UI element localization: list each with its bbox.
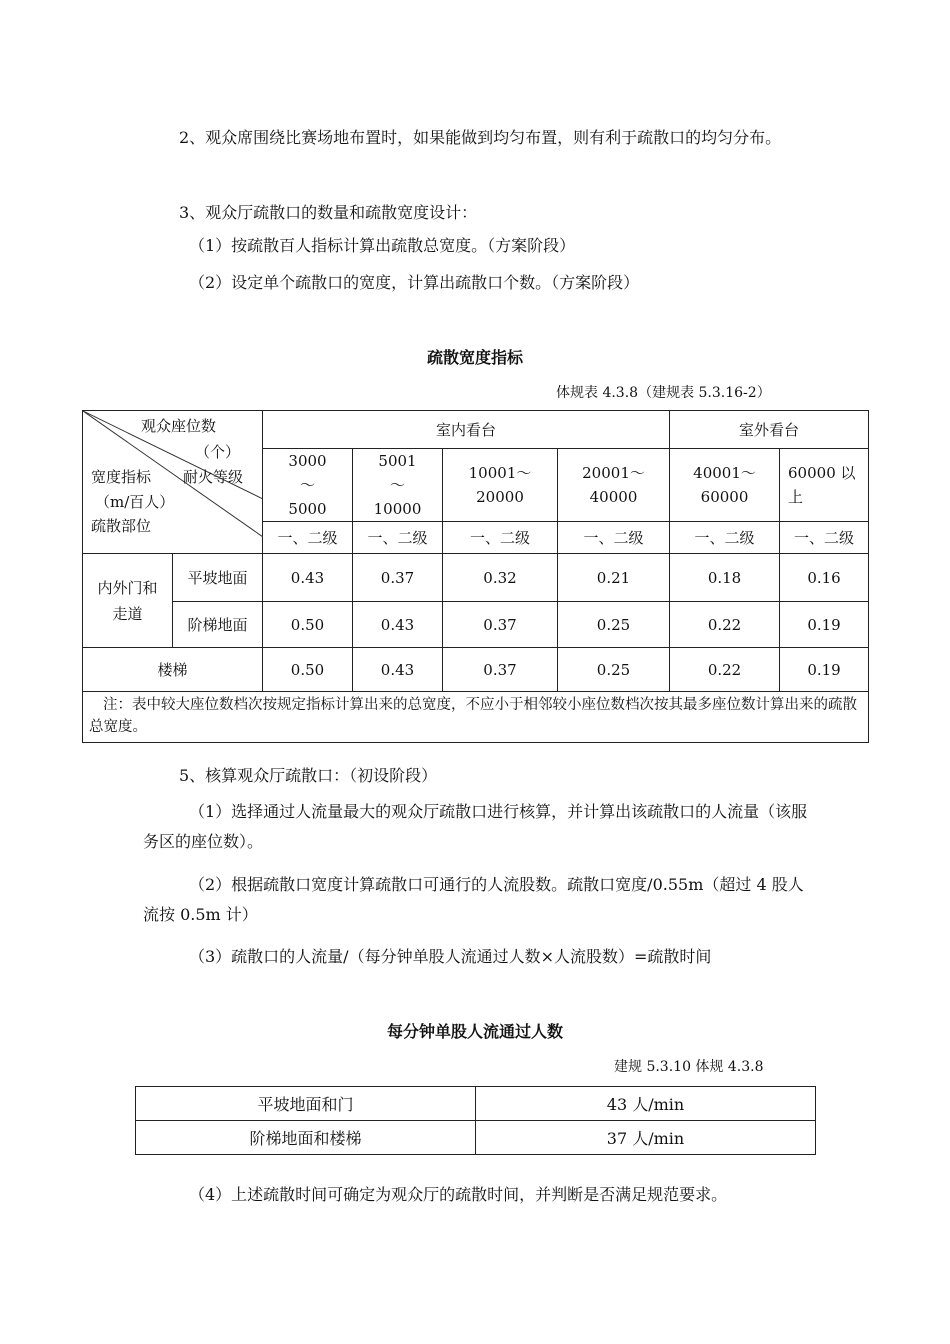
table1-note-text: 注：表中较大座位数档次按规定指标计算出来的总宽度，不应小于相邻较小座位数档次按其最多座位数计算出来的疏散总宽度。 — [89, 697, 857, 735]
range-5001-10000: 5001～10000 — [353, 449, 443, 522]
table1-corner-header — [83, 411, 263, 554]
grade-cell: 一、二级 — [443, 522, 558, 554]
range-60000-plus: 60000 以上 — [780, 449, 869, 522]
table1-title: 疏散宽度指标 — [426, 348, 523, 367]
row-label-flat-and-doors: 平坡地面和门 — [136, 1087, 476, 1121]
range-20001-40000: 20001～40000 — [558, 449, 670, 522]
value-cell: 0.22 — [670, 648, 780, 692]
paragraph-check-step-2: （2）根据疏散口宽度计算疏散口可通行的人流股数。疏散口宽度/0.55m（超过 4 股人流按 0.5m 计） — [143, 875, 804, 924]
range-3000-5000: 3000～5000 — [263, 449, 353, 522]
value-cell: 0.19 — [780, 648, 869, 692]
evacuation-width-table — [82, 410, 869, 743]
corner-fire-level-label: 耐火等级 — [183, 468, 244, 486]
table2-title: 每分钟单股人流通过人数 — [386, 1022, 563, 1041]
row-label-stairs: 楼梯 — [83, 648, 263, 692]
value-cell: 0.22 — [670, 602, 780, 648]
paragraph-seating-layout: 2、观众席围绕比赛场地布置时，如果能做到均匀布置，则有利于疏散口的均匀分布。 — [179, 128, 782, 147]
flow-value: 37 人/min — [476, 1121, 816, 1155]
value-cell: 0.19 — [780, 602, 869, 648]
corner-seats-label: 观众座位数 — [141, 417, 217, 435]
value-cell: 0.32 — [443, 554, 558, 602]
row-label-stepped-and-stairs: 阶梯地面和楼梯 — [136, 1121, 476, 1155]
row-label-stepped-floor: 阶梯地面 — [173, 602, 263, 648]
value-cell: 0.25 — [558, 602, 670, 648]
grade-cell: 一、二级 — [353, 522, 443, 554]
table1-note — [83, 692, 869, 743]
paragraph-check-step-4: （4）上述疏散时间可确定为观众厅的疏散时间，并判断是否满足规范要求。 — [189, 1185, 728, 1204]
value-cell: 0.37 — [353, 554, 443, 602]
value-cell: 0.50 — [263, 648, 353, 692]
paragraph-exit-design: 3、观众厅疏散口的数量和疏散宽度设计： — [179, 203, 478, 222]
grade-cell: 一、二级 — [670, 522, 780, 554]
table1-source: 体规表 4.3.8（建规表 5.3.16-2） — [556, 385, 771, 401]
row-group-doors-corridors: 内外门和走道 — [83, 554, 173, 648]
value-cell: 0.43 — [353, 648, 443, 692]
value-cell: 0.25 — [558, 648, 670, 692]
corner-seats-unit: （个） — [195, 443, 241, 461]
grade-cell: 一、二级 — [780, 522, 869, 554]
corner-location-label: 疏散部位 — [91, 517, 152, 535]
grade-cell: 一、二级 — [558, 522, 670, 554]
paragraph-check-step-3: （3）疏散口的人流量/（每分钟单股人流通过人数×人流股数）=疏散时间 — [189, 947, 712, 966]
table2-source: 建规 5.3.10 体规 4.3.8 — [614, 1059, 764, 1075]
value-cell: 0.43 — [263, 554, 353, 602]
value-cell: 0.37 — [443, 648, 558, 692]
range-10001-20000: 10001～20000 — [443, 449, 558, 522]
value-cell: 0.21 — [558, 554, 670, 602]
flow-rate-table — [135, 1086, 816, 1155]
header-outdoor: 室外看台 — [670, 411, 869, 449]
paragraph-step-2: （2）设定单个疏散口的宽度，计算出疏散口个数。（方案阶段） — [189, 273, 640, 292]
row-label-flat-floor: 平坡地面 — [173, 554, 263, 602]
corner-width-label: 宽度指标 — [91, 468, 152, 486]
paragraph-step-1: （1）按疏散百人指标计算出疏散总宽度。（方案阶段） — [189, 236, 576, 255]
value-cell: 0.16 — [780, 554, 869, 602]
value-cell: 0.50 — [263, 602, 353, 648]
paragraph-check-step-1: （1）选择通过人流量最大的观众厅疏散口进行核算，并计算出该疏散口的人流量（该服务区的座位数）。 — [143, 802, 808, 851]
header-indoor: 室内看台 — [263, 411, 670, 449]
paragraph-check-exits: 5、核算观众厅疏散口：（初设阶段） — [179, 766, 438, 785]
value-cell: 0.37 — [443, 602, 558, 648]
value-cell: 0.18 — [670, 554, 780, 602]
grade-cell: 一、二级 — [263, 522, 353, 554]
corner-width-unit: （m/百人） — [95, 493, 175, 511]
value-cell: 0.43 — [353, 602, 443, 648]
flow-value: 43 人/min — [476, 1087, 816, 1121]
range-40001-60000: 40001～60000 — [670, 449, 780, 522]
